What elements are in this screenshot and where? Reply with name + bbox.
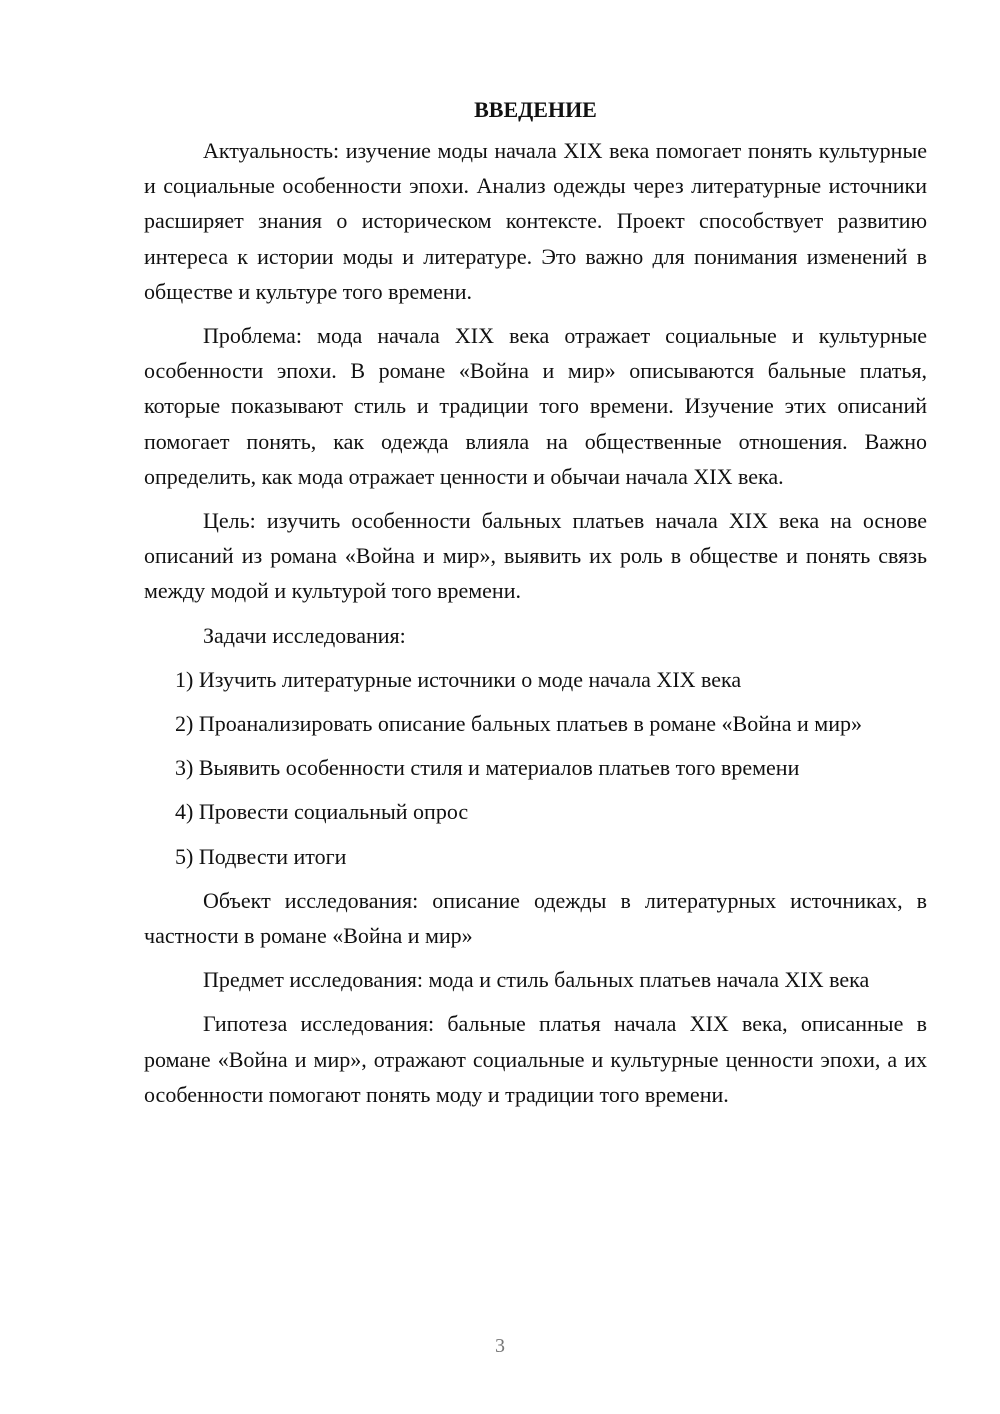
task-item: 2) Проанализировать описание бальных платьев в романе «Война и мир» <box>175 711 862 737</box>
page-number: 3 <box>495 1335 505 1357</box>
subject-paragraph: Предмет исследования: мода и стиль бальных платьев начала XIX века <box>203 967 870 993</box>
object-paragraph: Объект исследования: описание одежды в литературных источниках, в частности в романе «Война и мир» <box>144 887 927 949</box>
section-title: ВВЕДЕНИЕ <box>474 97 597 122</box>
goal-paragraph: Цель: изучить особенности бальных платьев начала XIX века на основе описаний из романа «Война и мир», выявить их роль в обществе и понять связь между модой и культурой того времени. <box>144 508 927 604</box>
relevance-paragraph: Актуальность: изучение моды начала XIX века помогает понять культурные и социальные особенности эпохи. Анализ одежды через литературные источники расширяет знания о историческом контексте. Проект способствует развитию интереса к истории моды и литературе. Это важно для понимания изменений в обществе и культуре того времени. <box>144 138 927 304</box>
task-item: 1) Изучить литературные источники о моде начала XIX века <box>175 666 742 692</box>
hypothesis-paragraph: Гипотеза исследования: бальные платья начала XIX века, описанные в романе «Война и мир», отражают социальные и культурные ценности эпохи, а их особенности помогают понять моду и традиции того времени. <box>144 1011 927 1107</box>
problem-paragraph: Проблема: мода начала XIX века отражает социальные и культурные особенности эпохи. В романе «Война и мир» описываются бальные платья, которые показывают стиль и традиции того времени. Изучение этих описаний помогает понять, как одежда влияла на общественные отношения. Важно определить, как мода отражает ценности и обычаи начала XIX века. <box>144 323 927 489</box>
task-item: 4) Провести социальный опрос <box>175 799 469 825</box>
task-item: 5) Подвести итоги <box>175 843 347 869</box>
task-item: 3) Выявить особенности стиля и материалов платьев того времени <box>175 755 800 781</box>
tasks-heading: Задачи исследования: <box>203 622 406 648</box>
document-body <box>144 92 927 1121</box>
